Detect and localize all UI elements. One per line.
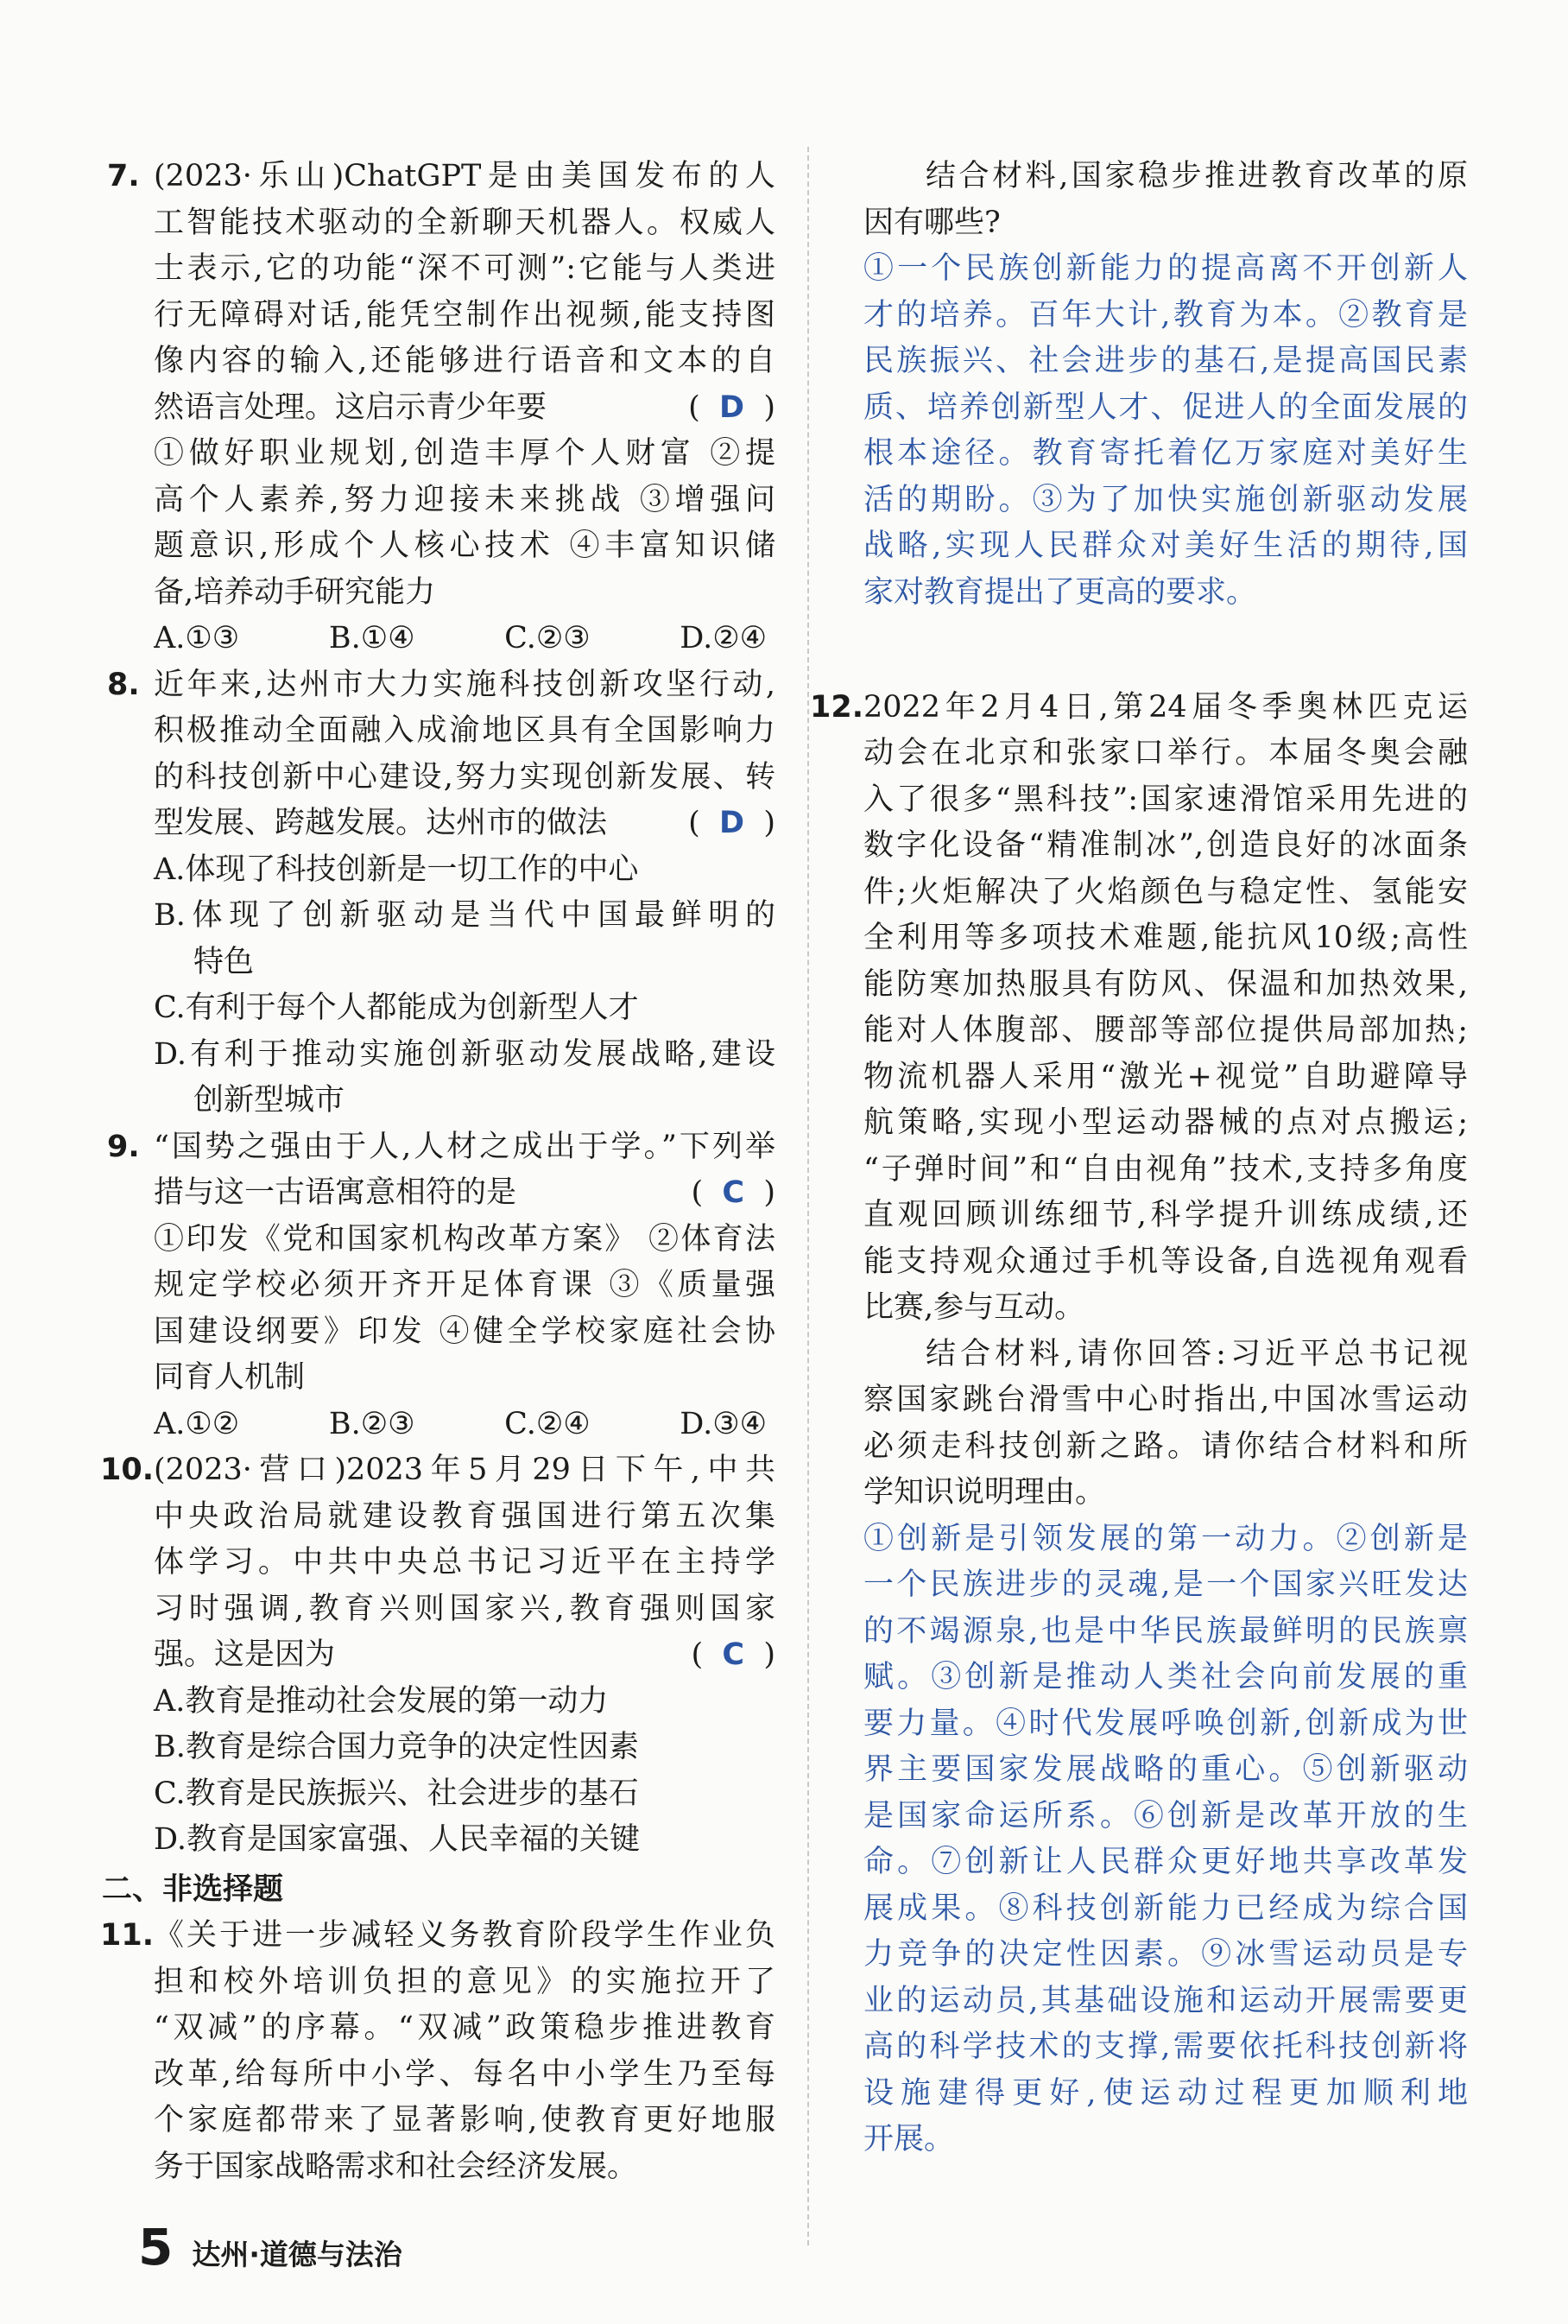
question-line: 型发展、跨越发展。达州市的做法 xyxy=(154,806,608,840)
prompt-line: 学知识说明理由。 xyxy=(863,1475,1106,1510)
statement-line: 高个人素养,努力迎接未来挑战 ③增强问 xyxy=(154,482,775,517)
answer-open: ( xyxy=(691,1175,704,1210)
question-line: “双减”的序幕。“双减”政策稳步推进教育 xyxy=(154,2011,775,2045)
answer-bracket xyxy=(691,1632,775,1679)
statement-line: ①印发《党和国家机构改革方案》 ②体育法 xyxy=(154,1221,775,1257)
question-line: 担和校外培训负担的意见》的实施拉开了 xyxy=(154,1964,775,1999)
question-line: 比赛,参与互动。 xyxy=(863,1290,1085,1325)
question-line-with-answer xyxy=(154,801,775,847)
section-title: 二、非选择题 xyxy=(102,1871,284,1907)
answer-close: ) xyxy=(763,389,775,425)
answer-bracket xyxy=(688,801,775,847)
page-number: 5 xyxy=(138,2218,174,2277)
answer-line: 力竞争的决定性因素。⑨冰雪运动员是专 xyxy=(863,1937,1468,1972)
question-line: 工智能技术驱动的全新聊天机器人。权威人 xyxy=(154,205,775,240)
question-10 xyxy=(100,1447,775,1864)
question-line: 能防寒加热服具有防风、保温和加热效果, xyxy=(863,966,1468,1002)
left-column xyxy=(100,154,775,2190)
answer-line: 根本途径。教育寄托着亿万家庭对美好生 xyxy=(863,436,1468,471)
answer-line: 高的科学技术的支撑,需要依托科技创新将 xyxy=(863,2030,1468,2064)
footer-title: 达州·道德与法治 xyxy=(192,2238,402,2271)
question-line: “子弹时间”和“自由视角”技术,支持多角度 xyxy=(863,1151,1468,1187)
answer-close: ) xyxy=(763,1637,775,1672)
answer-letter: D xyxy=(719,806,745,840)
question-line: 中央政治局就建设教育强国进行第五次集 xyxy=(154,1498,775,1534)
question-line: 结合材料,国家稳步推进教育改革的原 xyxy=(926,159,1468,193)
question-line: 措与这一古语寓意相符的是 xyxy=(154,1175,517,1210)
answer-open: ( xyxy=(688,389,700,425)
question-12 xyxy=(810,685,1468,2163)
question-11 xyxy=(100,1913,775,2190)
option-c: C.②④ xyxy=(504,1406,591,1441)
answer-line: 界主要国家发展战略的重心。⑤创新驱动 xyxy=(863,1752,1468,1787)
question-line: (2023·乐山)ChatGPT是由美国发布的人 xyxy=(154,159,775,193)
answer-line: 开展。 xyxy=(863,2122,955,2156)
option-d: D.教育是国家富强、人民幸福的关键 xyxy=(154,1822,640,1857)
prompt-line: 必须走科技创新之路。请你结合材料和所 xyxy=(863,1428,1468,1464)
question-line: 强。这是因为 xyxy=(154,1637,336,1672)
answer-line: ①一个民族创新能力的提高离不开创新人 xyxy=(863,251,1468,286)
question-11-continued xyxy=(863,154,1468,616)
option-a: A.①② xyxy=(154,1406,240,1441)
answer-line: 赋。③创新是推动人类社会向前发展的重 xyxy=(863,1660,1468,1694)
question-line-with-answer xyxy=(154,1170,775,1217)
question-line: “国势之强由于人,人材之成出于学。”下列举 xyxy=(154,1129,775,1164)
option-c: C.有利于每个人都能成为创新型人才 xyxy=(154,991,639,1025)
question-line: 能对人体腹部、腰部等部位提供局部加热; xyxy=(863,1013,1468,1048)
answer-close: ) xyxy=(763,1175,775,1210)
question-line: 然语言处理。这启示青少年要 xyxy=(154,389,547,425)
question-number: 7. xyxy=(107,159,140,193)
question-line: 士表示,它的功能“深不可测”:它能与人类进 xyxy=(154,251,775,286)
question-line: 数字化设备“精准制冰”,创造良好的冰面条 xyxy=(863,828,1468,863)
answer-line: 民族振兴、社会进步的基石,是提高国民素 xyxy=(863,344,1468,378)
answer-line: 设施建得更好,使运动过程更加顺利地 xyxy=(863,2075,1468,2111)
statement-line: 题意识,形成个人核心技术 ④丰富知识储 xyxy=(154,529,775,563)
answer-open: ( xyxy=(691,1637,704,1672)
option-b: B.体现了创新驱动是当代中国最鲜明的 xyxy=(154,898,775,933)
question-line: (2023·营口)2023年5月29日下午,中共 xyxy=(154,1453,775,1487)
question-line: 行无障碍对话,能凭空制作出视频,能支持图 xyxy=(154,297,775,332)
answer-line: 的不竭源泉,也是中华民族最鲜明的民族禀 xyxy=(863,1613,1468,1649)
question-line: 物流机器人采用“激光+视觉”自助避障导 xyxy=(863,1059,1468,1094)
answer-bracket xyxy=(688,385,775,432)
statement-line: 备,培养动手研究能力 xyxy=(154,574,436,610)
option-d-cont: 创新型城市 xyxy=(193,1083,345,1118)
question-9 xyxy=(107,1124,775,1448)
answer-line: 才的培养。百年大计,教育为本。②教育是 xyxy=(863,297,1468,332)
answer-close: ) xyxy=(763,806,775,840)
option-b: B.②③ xyxy=(328,1406,415,1441)
option-c: C.②③ xyxy=(504,621,591,655)
statement-line: 规定学校必须开齐开足体育课 ③《质量强 xyxy=(154,1268,775,1302)
question-line: 件;火炬解决了火焰颜色与稳定性、氢能安 xyxy=(863,874,1468,909)
question-line: 能支持观众通过手机等设备,自选视角观看 xyxy=(863,1244,1468,1279)
answer-line: 展成果。⑧科技创新能力已经成为综合国 xyxy=(863,1890,1468,1926)
answer-line: 家对教育提出了更高的要求。 xyxy=(863,574,1257,610)
option-a: A.体现了科技创新是一切工作的中心 xyxy=(154,852,639,887)
option-c: C.教育是民族振兴、社会进步的基石 xyxy=(154,1776,639,1811)
spacer xyxy=(863,616,1468,662)
question-line: 的科技创新中心建设,努力实现创新发展、转 xyxy=(154,759,775,795)
prompt-line: 察国家跳台滑雪中心时指出,中国冰雪运动 xyxy=(863,1383,1468,1417)
question-line: 习时强调,教育兴则国家兴,教育强则国家 xyxy=(154,1591,775,1626)
answer-line: 要力量。④时代发展呼唤创新,创新成为世 xyxy=(863,1706,1468,1741)
question-number: 11. xyxy=(100,1918,155,1953)
answer-line: 质、培养创新型人才、促进人的全面发展的 xyxy=(863,389,1468,425)
answer-letter: C xyxy=(722,1637,745,1672)
question-line-with-answer xyxy=(154,385,775,432)
page-footer xyxy=(138,2218,402,2277)
question-line: 因有哪些? xyxy=(863,205,1001,240)
answer-line: 是国家命运所系。⑥创新是改革开放的生 xyxy=(863,1798,1468,1833)
option-d: D.③④ xyxy=(680,1406,767,1441)
question-number: 10. xyxy=(100,1453,155,1487)
prompt-line: 结合材料,请你回答:习近平总书记视 xyxy=(926,1336,1468,1371)
question-line: 2022年2月4日,第24届冬季奥林匹克运 xyxy=(863,689,1468,725)
statement-line: ①做好职业规划,创造丰厚个人财富 ②提 xyxy=(154,436,775,471)
question-line: 积极推动全面融入成渝地区具有全国影响力 xyxy=(154,713,775,748)
answer-open: ( xyxy=(688,806,700,840)
option-b: B.教育是综合国力竞争的决定性因素 xyxy=(154,1730,639,1764)
answer-line: 业的运动员,其基础设施和运动开展需要更 xyxy=(863,1983,1468,2018)
statement-line: 国建设纲要》印发 ④健全学校家庭社会协 xyxy=(154,1314,775,1349)
answer-line: 一个民族进步的灵魂,是一个国家兴旺发达 xyxy=(863,1567,1468,1602)
question-line: 像内容的输入,还能够进行语音和文本的自 xyxy=(154,344,775,378)
question-line: 近年来,达州市大力实施科技创新攻坚行动, xyxy=(154,667,775,702)
question-number: 12. xyxy=(810,689,864,725)
option-a: A.教育是推动社会发展的第一动力 xyxy=(154,1683,609,1719)
question-line: 《关于进一步减轻义务教育阶段学生作业负 xyxy=(154,1918,775,1953)
option-a: A.①③ xyxy=(154,621,240,655)
question-line: 务于国家战略需求和社会经济发展。 xyxy=(154,2149,638,2184)
question-line: 航策略,实现小型运动器械的点对点搬运; xyxy=(863,1105,1468,1140)
options-row xyxy=(154,1402,775,1448)
question-line: 动会在北京和张家口举行。本届冬奥会融 xyxy=(863,736,1468,770)
option-b: B.①④ xyxy=(328,621,415,655)
right-column xyxy=(810,154,1468,2163)
question-line: 入了很多“黑科技”:国家速滑馆采用先进的 xyxy=(863,782,1468,817)
answer-letter: C xyxy=(722,1175,745,1210)
answer-line: 命。⑦创新让人民群众更好地共享改革发 xyxy=(863,1845,1468,1879)
question-line: 体学习。中共中央总书记习近平在主持学 xyxy=(154,1545,775,1580)
option-d: D.②④ xyxy=(680,621,767,655)
answer-line: 战略,实现人民群众对美好生活的期待,国 xyxy=(863,529,1468,563)
column-divider xyxy=(807,147,809,2245)
option-b-cont: 特色 xyxy=(193,944,255,979)
answer-line: ①创新是引领发展的第一动力。②创新是 xyxy=(863,1521,1468,1556)
spacer xyxy=(863,662,1468,685)
question-line: 全利用等多项技术难题,能抗风10级;高性 xyxy=(863,921,1468,955)
question-line: 个家庭都带来了显著影响,使教育更好地服 xyxy=(154,2103,775,2137)
question-number: 8. xyxy=(107,667,140,702)
answer-letter: D xyxy=(719,389,745,425)
question-7 xyxy=(107,154,775,662)
answer-bracket xyxy=(691,1170,775,1217)
statement-line: 同育人机制 xyxy=(154,1360,306,1395)
option-d: D.有利于推动实施创新驱动发展战略,建设 xyxy=(154,1036,775,1072)
options-row xyxy=(154,616,775,662)
question-line: 改革,给每所中小学、每名中小学生乃至每 xyxy=(154,2056,775,2092)
question-line-with-answer xyxy=(154,1632,775,1679)
answer-line: 活的期盼。③为了加快实施创新驱动发展 xyxy=(863,482,1468,517)
question-number: 9. xyxy=(107,1129,140,1164)
question-8 xyxy=(107,662,775,1124)
question-line: 直观回顾训练细节,科学提升训练成绩,还 xyxy=(863,1198,1468,1232)
